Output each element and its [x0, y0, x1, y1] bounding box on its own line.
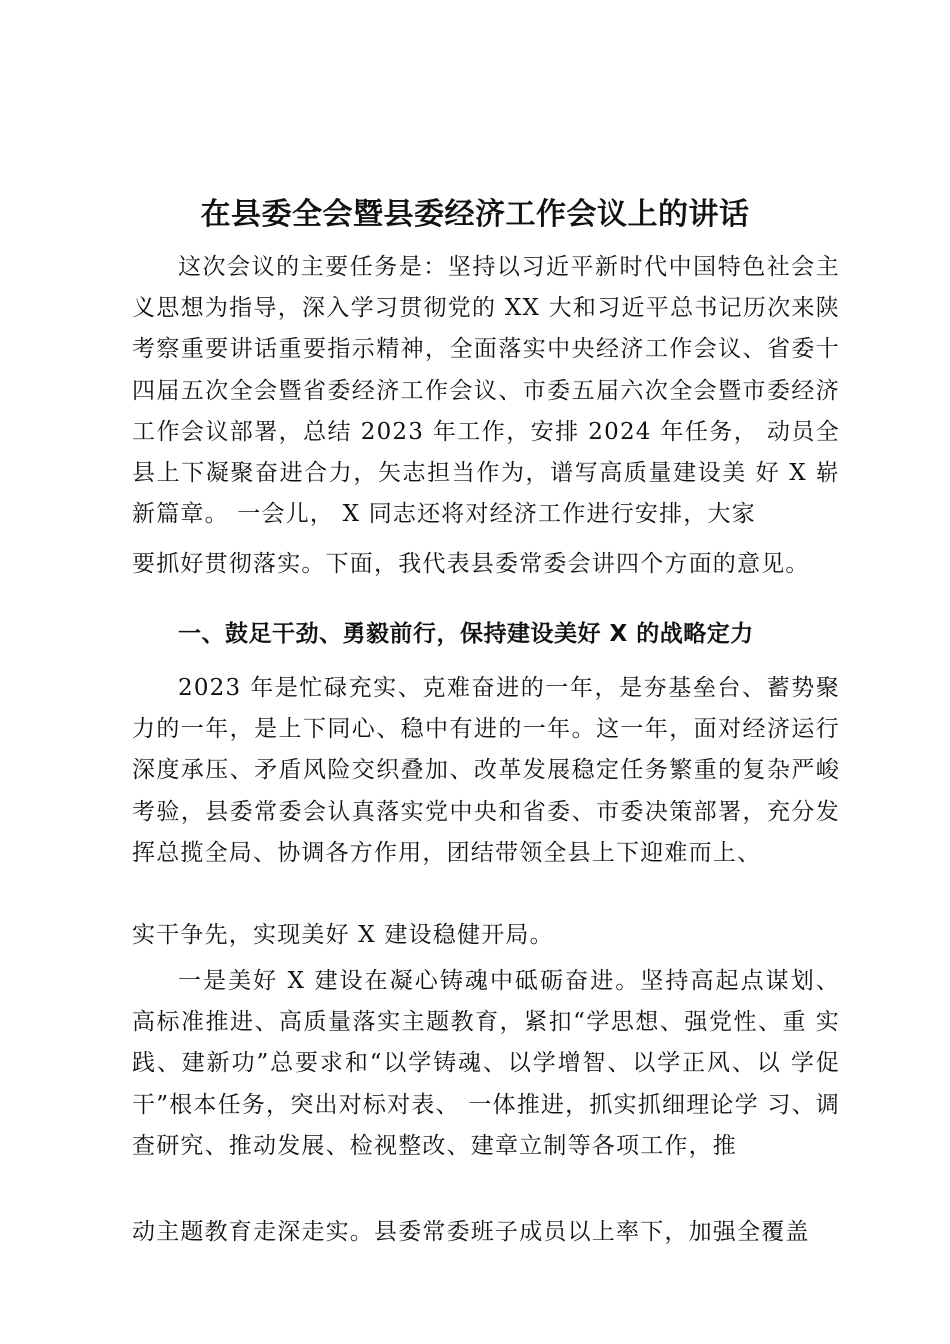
paragraph-steady-start: 实干争先，实现美好 X 建设稳健开局。: [132, 922, 554, 948]
paragraph-2023-review: 2023 年是忙碌充实、克难奋进的一年，是夯基垒台、蓄势聚力的一年，是上下同心、稳中有进的一年。这一年，面对经济运行深度承压、矛盾风险交织叠加、改革发展稳定任务繁重的复杂严峻考验，县委常委会认真落实党中央和省委、市委决策部署，充分发挥总揽全局、协调各方作用，团结带领全县上下迎难而上、: [132, 675, 840, 866]
section-heading-1: 一、鼓足干劲、勇毅前行，保持建设美好 X 的战略定力: [178, 621, 754, 647]
paragraph-continued: 动主题教育走深走实。县委常委班子成员以上率下，加强全覆盖: [132, 1219, 810, 1245]
paragraph-meeting-tasks: 这次会议的主要任务是：坚持以习近平新时代中国特色社会主义思想为指导，深入学习贯彻党的 XX 大和习近平总书记历次来陕考察重要讲话重要指示精神，全面落实中央经济工作会议、省委十四届五次全会暨省委经济工作会议、市委五届六次全会暨市委经济工作会议部署，总结 2023 年工作，安排 2024 年任务， 动员全县上下凝聚奋进合力，矢志担当作为，谱写高质量建设美 好 X 崭新篇章。 一会儿， X 同志还将对经济工作进行安排，大家: [132, 254, 840, 528]
document-title: 在县委全会暨县委经济工作会议上的讲话: [200, 197, 750, 232]
paragraph-theme-education: 一是美好 X 建设在凝心铸魂中砥砺奋进。坚持高起点谋划、 高标准推进、高质量落实主题教育，紧扣“学思想、强党性、重 实践、建新功”总要求和“以学铸魂、以学增智、以学正风、以 学促干”根本任务，突出对标对表、 一体推进，抓实抓细理论学 习、调查研究、推动发展、检视整改、建章立制等各项工作，推: [132, 968, 840, 1159]
paragraph-implementation: 要抓好贯彻落实。下面，我代表县委常委会讲四个方面的意见。: [132, 551, 810, 577]
